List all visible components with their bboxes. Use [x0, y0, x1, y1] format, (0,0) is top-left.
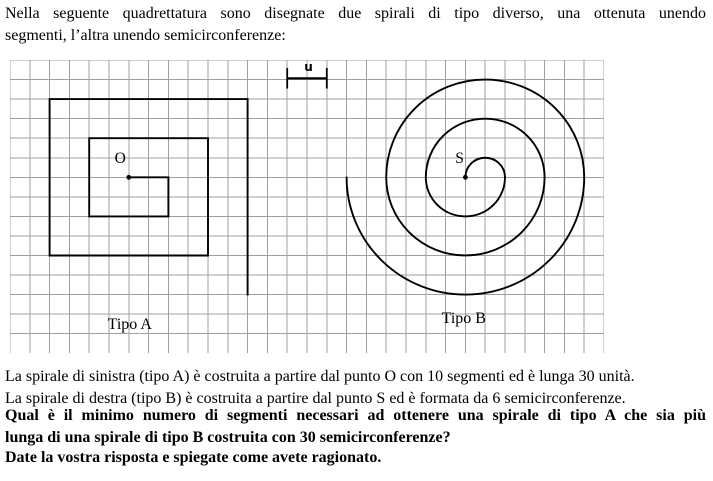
- point-s-label: S: [455, 149, 464, 167]
- intro-paragraph: [5, 3, 706, 47]
- point-o-label: O: [114, 149, 126, 167]
- question-line-2: lunga di una spirale di tipo B costruita con 30 semicirconferenze?: [5, 429, 451, 446]
- point-o-dot: [126, 175, 131, 180]
- intro-line-2: segmenti, l’altra unendo semicirconferenze:: [5, 27, 286, 44]
- desc-line-spiral-b: La spirale di destra (tipo B) è costruita a partire dal punto S ed è formata da 6 semicirconferenze.: [5, 390, 626, 407]
- grid-figure-svg: [10, 60, 604, 353]
- description-paragraph: [5, 366, 706, 410]
- spiral-b-caption: Tipo B: [441, 310, 486, 328]
- closing-instruction: [5, 447, 706, 469]
- unit-marker-label: u: [304, 60, 313, 74]
- intro-line-1: Nella seguente quadrettatura sono disegnate due spirali di tipo diverso, una ottenuta unendo: [5, 5, 706, 22]
- grid-lines: [10, 60, 604, 353]
- desc-line-spiral-a: La spirale di sinistra (tipo A) è costruita a partire dal punto O con 10 segmenti ed è lunga 30 unità.: [5, 368, 635, 385]
- spiral-a-caption: Tipo A: [107, 316, 152, 334]
- question-paragraph: [5, 405, 706, 449]
- question-line-1: Qual è il minimo numero di segmenti necessari ad ottenere una spirale di tipo A che sia più: [5, 407, 706, 424]
- point-s-dot: [463, 175, 468, 180]
- spiral-figure: [10, 60, 604, 360]
- closing-line: Date la vostra risposta e spiegate come avete ragionato.: [5, 449, 382, 466]
